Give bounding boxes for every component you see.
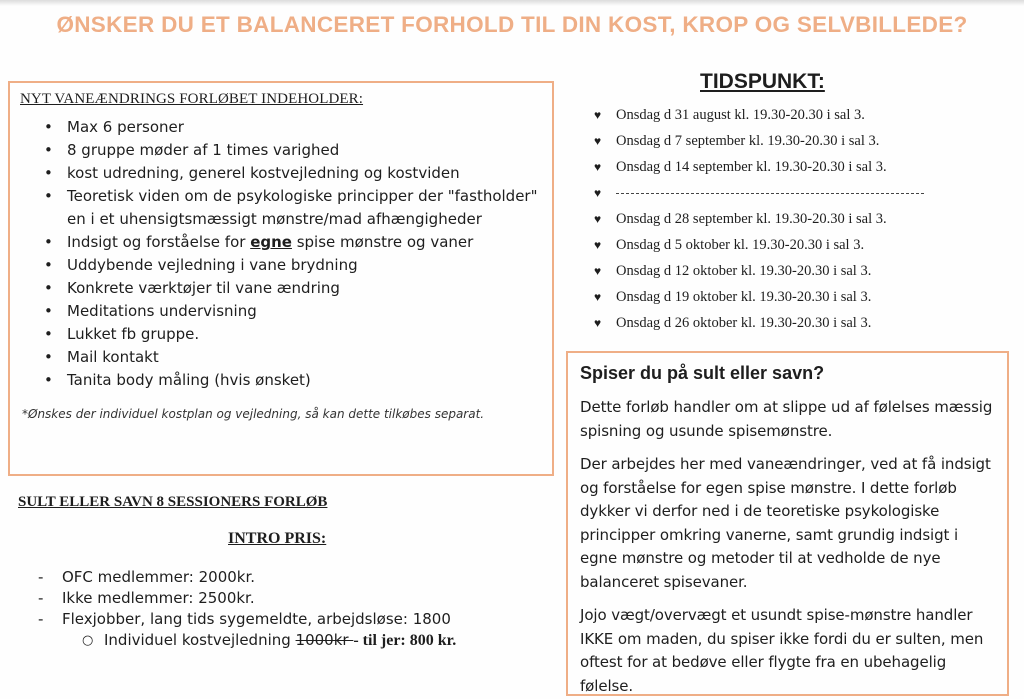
dash-bullet: - — [38, 568, 44, 586]
schedule-date: Onsdag d 31 august kl. 19.30-20.30 i sal 3. — [616, 107, 865, 123]
list-item — [44, 231, 542, 254]
heart-bullet-icon: ♥ — [594, 264, 602, 278]
heart-bullet-icon: ♥ — [594, 290, 602, 304]
schedule-date: Onsdag d 14 september kl. 19.30-20.30 i sal 3. — [616, 159, 887, 175]
heart-bullet-icon: ♥ — [594, 108, 602, 122]
dashed-separator — [616, 193, 924, 194]
info-paragraph: Jojo vægt/overvægt et usundt spise-mønstre handler IKKE om maden, du spiser ikke fordi du er sulten, men oftest for at bedøve eller flygte fra en ubehagelig følelse. — [580, 606, 984, 695]
program-heading: NYT VANEÆNDRINGS FORLØBET INDEHOLDER: — [20, 91, 364, 107]
heart-bullet-icon: ♥ — [594, 160, 602, 174]
schedule-item — [594, 258, 1014, 284]
schedule-date: Onsdag d 7 september kl. 19.30-20.30 i sal 3. — [616, 133, 880, 149]
list-item: • Tanita body måling (hvis ønsket) — [44, 369, 542, 392]
price-list — [38, 567, 538, 651]
list-item-text: spise mønstre og vaner — [291, 233, 474, 251]
dash-bullet: - — [38, 589, 44, 607]
schedule-break — [594, 180, 1014, 206]
list-item: • Lukket fb gruppe. — [44, 323, 542, 346]
heart-bullet-icon: ♥ — [594, 316, 602, 330]
page-title: ØNSKER DU ET BALANCERET FORHOLD TIL DIN KOST, KROP OG SELVBILLEDE? — [56, 12, 968, 37]
list-item: • 8 gruppe møder af 1 times varighed — [44, 139, 542, 162]
schedule-item — [594, 284, 1014, 310]
list-item-text: Indsigt og forståelse for — [67, 233, 251, 251]
schedule-item — [594, 310, 1014, 336]
pricing-heading: SULT ELLER SAVN 8 SESSIONERS FORLØB — [18, 494, 328, 510]
heart-bullet-icon: ♥ — [594, 134, 602, 148]
new-price: - til jer: 800 kr. — [353, 632, 457, 649]
dash-bullet: - — [38, 610, 44, 628]
info-heading: Spiser du på sult eller savn? — [580, 363, 825, 383]
price-item — [38, 588, 538, 609]
schedule-date: Onsdag d 12 oktober kl. 19.30-20.30 i sal 3. — [616, 263, 872, 279]
schedule-date: Onsdag d 26 oktober kl. 19.30-20.30 i sal 3. — [616, 315, 872, 331]
list-item: • kost udredning, generel kostvejledning og kostviden — [44, 162, 542, 185]
list-item: • Mail kontakt — [44, 346, 542, 369]
program-note: *Ønskes der individuel kostplan og vejledning, så kan dette tilkøbes separat. — [22, 407, 485, 421]
list-item: • Meditations undervisning — [44, 300, 542, 323]
heart-bullet-icon: ♥ — [594, 212, 602, 226]
info-paragraph: Dette forløb handler om at slippe ud af følelses mæssig spisning og usunde spisemønstre. — [580, 398, 993, 440]
circle-bullet-icon: ○ — [82, 633, 94, 648]
price-item — [38, 609, 538, 630]
program-contents-box — [8, 81, 554, 476]
heart-bullet-icon: ♥ — [594, 186, 602, 200]
list-item: • Uddybende vejledning i vane brydning — [44, 254, 542, 277]
schedule-date: Onsdag d 19 oktober kl. 19.30-20.30 i sal 3. — [616, 289, 872, 305]
info-paragraph: Der arbejdes her med vaneændringer, ved at få indsigt og forståelse for egen spise mønstre. I dette forløb dykker vi derfor ned i de teoretiske psykologiske principper omkring vanerne, samt grundig indsigt i egne mønstre og metoder til at vedholde de nye balanceret spisevaner. — [580, 455, 991, 591]
schedule-heading: TIDSPUNKT: — [700, 70, 825, 93]
schedule-item — [594, 232, 1014, 258]
page-top-edge — [0, 0, 1024, 6]
price-item-text: Flexjobber, lang tids sygemeldte, arbejdsløse: 1800 — [62, 610, 451, 628]
list-item: • Max 6 personer — [44, 116, 542, 139]
list-item: • Konkrete værktøjer til vane ændring — [44, 277, 542, 300]
schedule-item — [594, 154, 1014, 180]
emphasized-word: egne — [250, 233, 292, 251]
schedule-item — [594, 102, 1014, 128]
intro-price-label: INTRO PRIS: — [228, 530, 327, 547]
heart-bullet-icon: ♥ — [594, 238, 602, 252]
schedule-date: Onsdag d 28 september kl. 19.30-20.30 i sal 3. — [616, 211, 887, 227]
price-item — [38, 567, 538, 588]
schedule-list — [594, 102, 1014, 336]
list-item: • Teoretisk viden om de psykologiske principper der "fastholder" en i et uhensigtsmæssigt mønstre/mad afhængigheder — [44, 185, 542, 231]
price-sub-item — [38, 630, 538, 651]
sub-item-label: Individuel kostvejledning — [104, 631, 296, 649]
schedule-date: Onsdag d 5 oktober kl. 19.30-20.30 i sal 3. — [616, 237, 865, 253]
schedule-item — [594, 206, 1014, 232]
price-item-text: Ikke medlemmer: 2500kr. — [62, 589, 255, 607]
info-box — [566, 351, 1009, 696]
program-feature-list — [20, 116, 542, 392]
old-price: 1000kr — [295, 631, 354, 649]
price-item-text: OFC medlemmer: 2000kr. — [62, 568, 256, 586]
schedule-item — [594, 128, 1014, 154]
